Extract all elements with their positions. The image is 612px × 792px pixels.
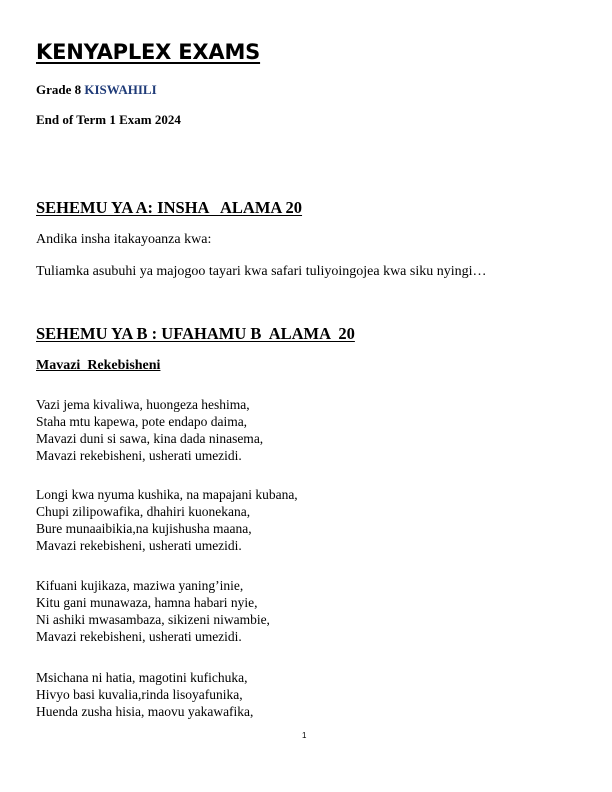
poem-stanza [36, 669, 253, 720]
poem-line: Huenda zusha hisia, maovu yakawafika, [36, 704, 254, 719]
poem-stanza [36, 396, 263, 464]
poem-stanza [36, 486, 298, 554]
section-a-instruction: Andika insha itakayoanza kwa: [36, 232, 212, 247]
poem-line: Mavazi rekebisheni, usherati umezidi. [36, 538, 242, 553]
poem-line: Chupi zilipowafika, dhahiri kuonekana, [36, 504, 251, 519]
poem-line: Kitu gani munawaza, hamna habari nyie, [36, 595, 258, 610]
exam-provider-title: KENYAPLEX EXAMS [36, 40, 261, 64]
poem-line: Mavazi duni si sawa, kina dada ninasema, [36, 431, 264, 446]
poem-line: Msichana ni hatia, magotini kufichuka, [36, 670, 248, 685]
grade-subject-line [36, 82, 157, 98]
poem-line: Bure munaaibikia,na kujishusha maana, [36, 521, 252, 536]
poem-line: Longi kwa nyuma kushika, na mapajani kubana, [36, 487, 298, 502]
section-b-heading: SEHEMU YA B : UFAHAMU B ALAMA 20 [36, 324, 355, 343]
poem-stanza [36, 577, 270, 645]
poem-line: Staha mtu kapewa, pote endapo daima, [36, 414, 248, 429]
subject-label: KISWAHILI [84, 82, 157, 97]
poem-title: Mavazi Rekebisheni [36, 358, 161, 373]
section-a-heading: SEHEMU YA A: INSHA ALAMA 20 [36, 198, 303, 217]
poem-line: Vazi jema kivaliwa, huongeza heshima, [36, 397, 250, 412]
page-number: 1 [302, 731, 307, 740]
poem-line: Mavazi rekebisheni, usherati umezidi. [36, 448, 242, 463]
grade-label: Grade 8 [36, 82, 82, 97]
poem-line: Kifuani kujikaza, maziwa yaning’inie, [36, 578, 244, 593]
section-a-essay-prompt: Tuliamka asubuhi ya majogoo tayari kwa safari tuliyoingojea kwa siku nyingi… [36, 264, 487, 279]
poem-line: Ni ashiki mwasambaza, sikizeni niwambie, [36, 612, 270, 627]
poem-line: Mavazi rekebisheni, usherati umezidi. [36, 629, 242, 644]
exam-term-label: End of Term 1 Exam 2024 [36, 112, 181, 127]
poem-line: Hivyo basi kuvalia,rinda lisoyafunika, [36, 687, 243, 702]
